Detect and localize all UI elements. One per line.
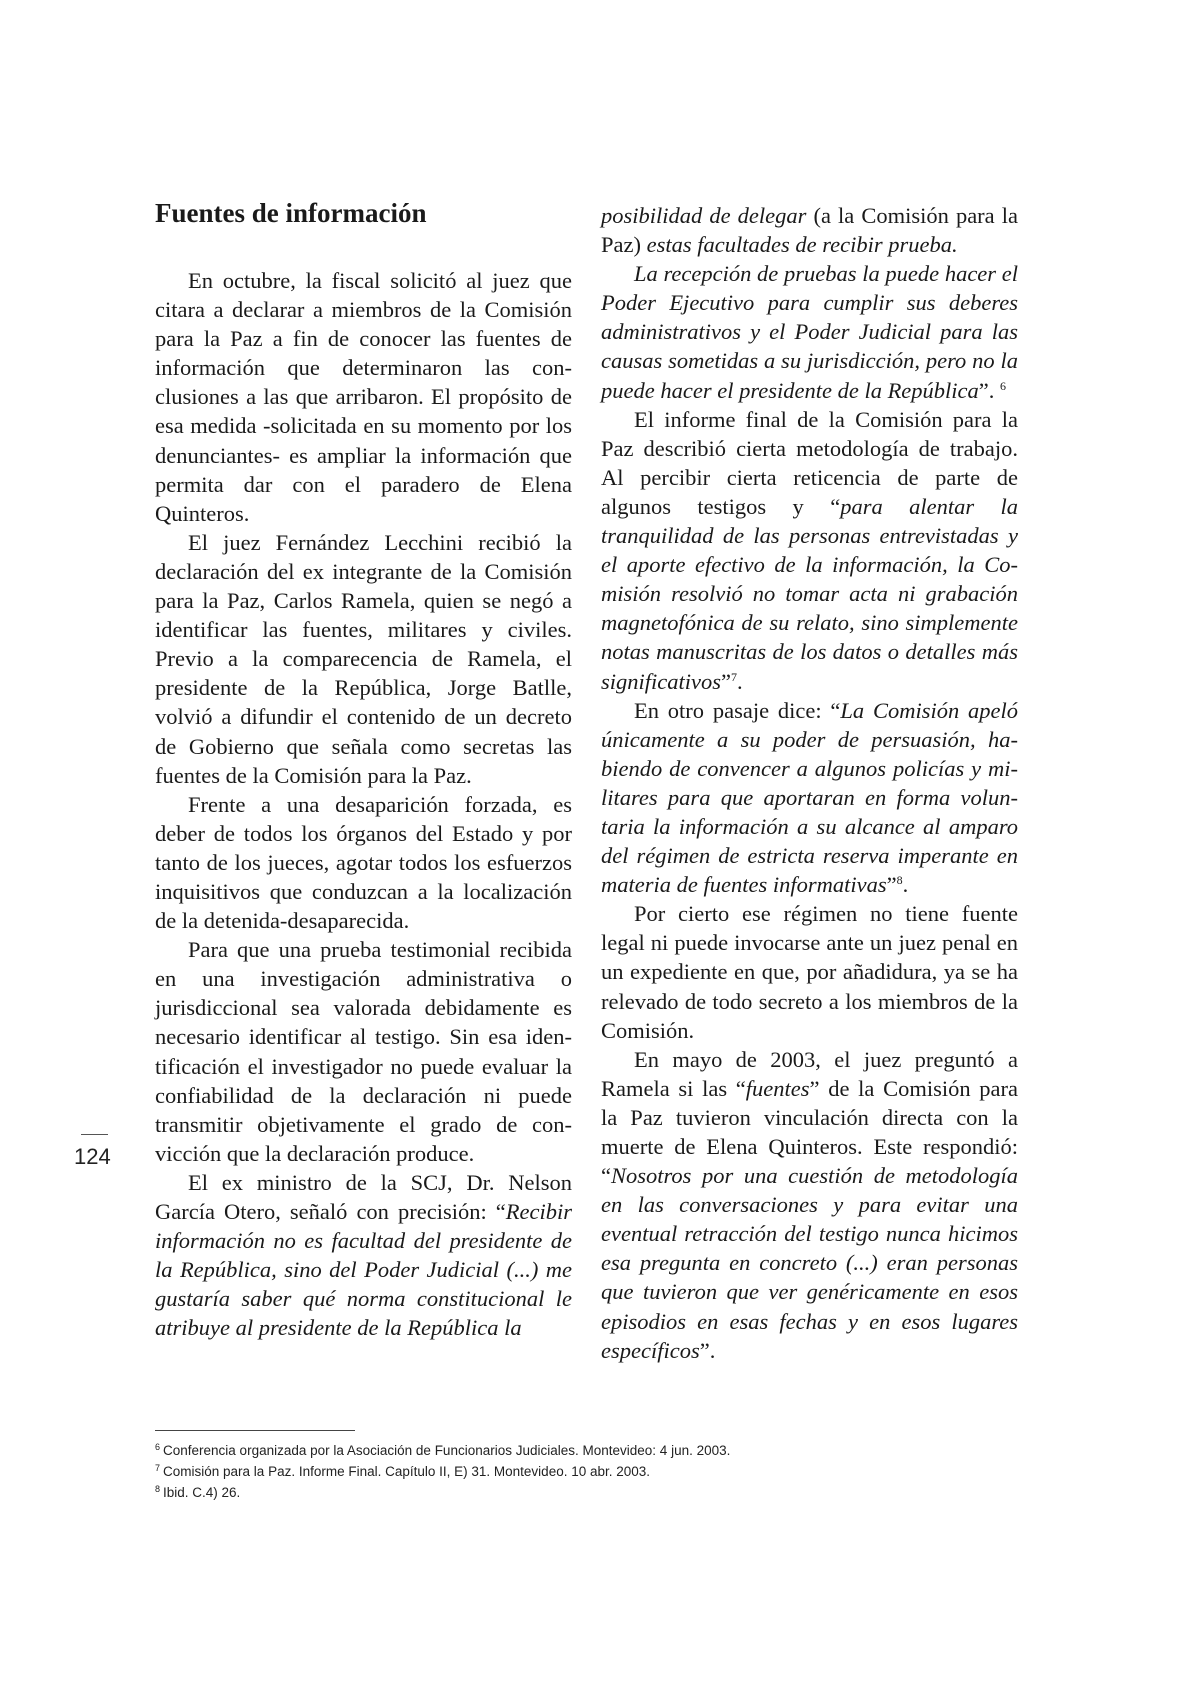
paragraph: Por cierto ese régimen no tiene fuente legal ni puede invocarse ante un juez penal en un expediente en que, por añadidura, ya se ha relevado de todo secreto a los miembros de la Comisión. [601,901,1018,1043]
footnote-ref: 7 [731,669,737,684]
footnote-text: Conferencia organizada por la Asociación de Funcionarios Judiciales. Montevideo: 4 jun. 2003. [163,1443,731,1458]
footnote [155,1461,1035,1482]
footnote-number: 8 [155,1484,161,1494]
quote-text: estas facultades de recibir prueba. [646,232,958,258]
paragraph-end: . [902,872,909,898]
paragraph [601,1045,1018,1365]
quote-text: para alentar la tranquilidad de las personas entrevistadas y el aporte efectivo de la información, la Comisión resolvió no tomar acta ni grabación magnetofónica de su relato, sino simplemente notas manuscritas de los datos o detalles más significativos [601,493,1018,694]
paragraph-text: En otro pasaje dice: “ [634,697,841,723]
quote-text: Recibir información no es facultad del presidente de la República, sino del Poder Judicial (...) me gustaría saber qué norma constitucional le atribuye al presidente de la República la [155,1199,572,1341]
quote-text: La recepción de pruebas la puede hacer el Poder Ejecutivo para cumplir sus deberes administrativos y el Poder Judicial para las causas sometidas a su jurisdicción, pero no la puede hacer el presidente de la República [601,261,1018,403]
paragraph [601,259,1018,404]
quote-text: La Comisión apeló únicamente a su poder de persuasión, habiendo de convencer a algunos policías y militares para que aportaran en forma voluntaria la información a su alcance al amparo del régimen de estricta reserva imperante en materia de fuentes informativas [601,697,1018,898]
paragraph: Frente a una desaparición forzada, es deber de todos los órganos del Estado y por tanto de los jueces, agotar todos los esfuerzos inquisitivos que conduzcan a la localización de la detenida-desaparecida. [155,791,572,934]
quote-text: posibilidad de delegar [601,203,807,228]
section-heading: Fuentes de información [155,198,427,228]
paragraph-text: ” de la Comisión para la Paz tuvieron vinculación directa con la muerte de Elena Quinteros. Este respondió: “ [601,1075,1018,1189]
paragraph-text: El informe final de la Comisión para la Paz describió cierta metodología de trabajo. Al percibir cierta reticencia de parte de algunos testigos y “ [601,406,1018,519]
paragraph-text: En mayo de 2003, el juez preguntó a Ramela si las “ [601,1046,1018,1101]
footnote-ref: 6 [1000,378,1007,393]
footnote [155,1440,1035,1461]
paragraph: El juez Fernández Lecchini recibió la declaración del ex integrante de la Comisión para la Paz, Carlos Ramela, quien se negó a identificar las fuentes, militares y civiles. Previo a la comparecencia de Ramela, el presidente de la República, Jorge Batlle, volvió a difundir el contenido de un decreto de Gobierno que señala como secretas las fuentes de la Comisión para la Paz. [155,529,572,788]
paragraph-end: . [737,668,743,694]
footnote-text: Ibid. C.4) 26. [163,1485,241,1500]
quote-text: Nosotros por una cuestión de metodología en las conversaciones y para evitar una eventual retracción del testigo nunca hicimos esa pregunta en concreto (...) eran personas que tuvieron que ver genéricamente en esos episodios en esas fechas y en esos lugares específicos [601,1163,1018,1363]
paragraph: En octubre, la fiscal solicitó al juez que citara a declarar a miembros de la Comisión para la Paz a fin de conocer las fuentes de información que determinaron las conclusiones a las que arribaron. El propósito de esa medida -solicitada en su momento por los denunciantes- es ampliar la información que permita dar con el paradero de Elena Quinteros. [155,268,572,526]
footnote-divider [155,1430,355,1431]
footnote-number: 6 [155,1442,161,1452]
paragraph: Para que una prueba testimonial recibida en una investigación administrativa o jurisdiccional sea valorada debidamente es necesario identificar al testigo. Sin esa identificación el investigador no puede evaluar la confiabilidad de la declaración ni puede transmitir objetivamente el grado de convicción que la declaración produce. [155,937,572,1166]
paragraph-text: El ex ministro de la SCJ, Dr. Nelson García Otero, señaló con precisión: “ [155,1169,572,1224]
paragraph [601,696,1018,900]
quote-close: ” [721,668,731,694]
quote-close: ” [886,872,897,898]
footnote [155,1482,1035,1503]
footnote-number: 7 [155,1463,161,1473]
paragraph [155,1168,572,1343]
left-column [155,266,572,1342]
paragraph-text: (a la Comisión para la Paz) [601,203,1018,258]
right-column [601,201,1018,1365]
footnotes [155,1440,1035,1503]
page-number-rule [81,1134,108,1135]
paragraph-continued [601,201,1018,259]
page-number: 124 [74,1144,111,1169]
paragraph [601,405,1018,696]
footnote-ref: 8 [896,873,903,888]
quote-close: ”. [978,377,995,403]
footnote-text: Comisión para la Paz. Informe Final. Capítulo II, E) 31. Montevideo. 10 abr. 2003. [163,1464,651,1479]
quote-text: fuentes [745,1075,810,1101]
quote-close: ”. [699,1337,716,1363]
